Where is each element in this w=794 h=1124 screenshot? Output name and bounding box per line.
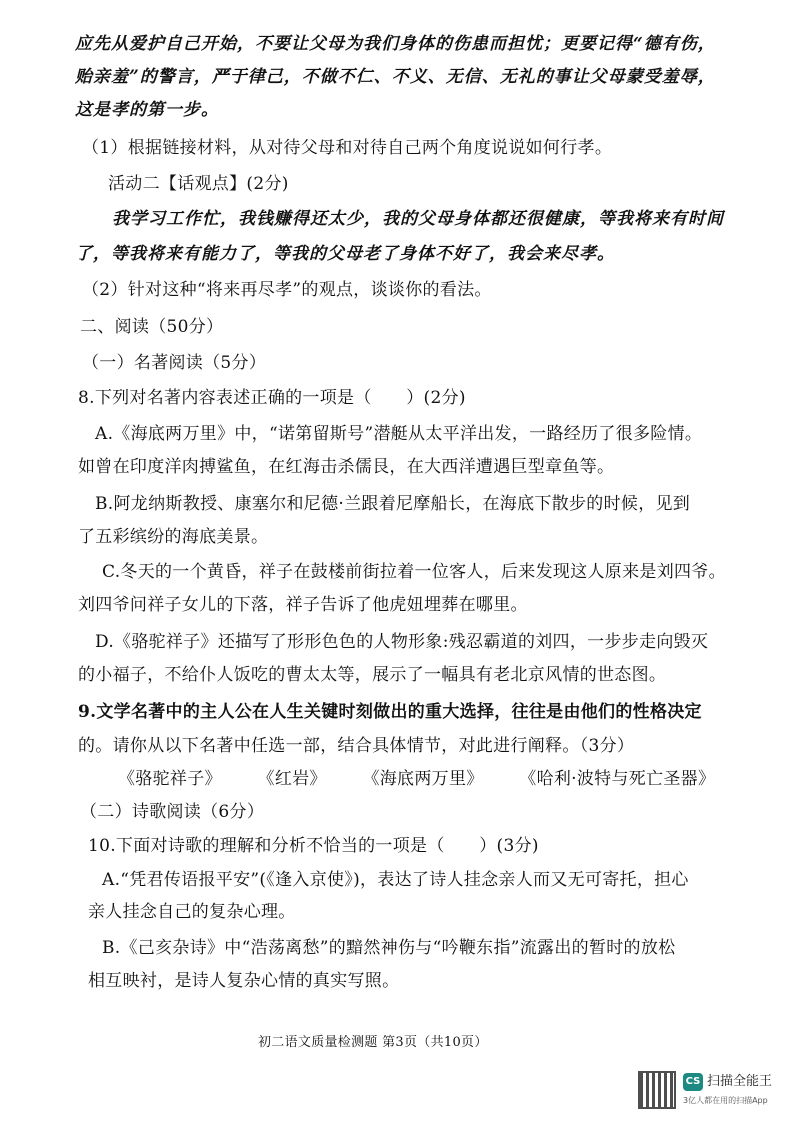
- option-10-b-cont: 相互映衬，是诗人复杂心情的真实写照。: [88, 971, 400, 991]
- option-8-c: C.冬天的一个黄昏，祥子在鼓楼前街拉着一位客人，后来发现这人原来是刘四爷。: [102, 562, 726, 582]
- book-title: 《骆驼祥子》: [118, 769, 222, 789]
- book-title: 《哈利·波特与死亡圣器》: [519, 769, 716, 789]
- option-8-d-cont: 的小福子，不给仆人饭吃的曹太太等，展示了一幅具有老北京风情的世态图。: [78, 665, 667, 685]
- activity-2-title: 活动二【话观点】(2分): [108, 174, 289, 194]
- option-10-a: A.“凭君传语报平安”(《逢入京使》)，表达了诗人挂念亲人而又无可寄托，担心: [102, 870, 689, 890]
- question-9: 9.文学名著中的主人公在人生关键时刻做出的重大选择，往往是由他们的性格决定: [78, 702, 702, 722]
- option-8-b: B.阿龙纳斯教授、康塞尔和尼德·兰跟着尼摩船长，在海底下散步的时候，见到: [95, 494, 691, 514]
- question-8: 8.下列对名著内容表述正确的一项是（ ）(2分): [78, 388, 466, 408]
- scanner-tagline: 3亿人都在用的扫描App: [683, 1096, 768, 1105]
- page-footer: 初二语文质量检测题 第3页（共10页）: [258, 1035, 488, 1050]
- scanner-brand-name: 扫描全能王: [707, 1074, 773, 1089]
- book-list: [118, 767, 745, 791]
- passage-line: 应先从爱护自己开始，不要让父母为我们身体的伤患而担忧；更要记得“德有伤，: [75, 34, 716, 54]
- viewpoint-line: 我学习工作忙，我钱赚得还太少，我的父母身体都还很健康，等我将来有时间: [112, 209, 724, 229]
- question-10: 10.下面对诗歌的理解和分析不恰当的一项是（ ）(3分): [88, 836, 539, 856]
- question-7-1: （1）根据链接材料，从对待父母和对待自己两个角度说说如何行孝。: [82, 138, 613, 158]
- viewpoint-line: 了，等我将来有能力了，等我的父母老了身体不好了，我会来尽孝。: [75, 244, 615, 264]
- subsection-heading-poetry: （二）诗歌阅读（6分）: [80, 802, 265, 822]
- option-8-d: D.《骆驼祥子》还描写了形形色色的人物形象:残忍霸道的刘四，一步步走向毁灭: [95, 632, 709, 652]
- subsection-heading-classics: （一）名著阅读（5分）: [82, 353, 267, 373]
- qr-code-icon: [638, 1071, 676, 1109]
- option-10-a-cont: 亲人挂念自己的复杂心理。: [88, 902, 296, 922]
- option-8-c-cont: 刘四爷问祥子女儿的下落，祥子告诉了他虎妞埋葬在哪里。: [78, 595, 528, 615]
- camscanner-logo-icon: CS: [683, 1073, 703, 1091]
- passage-line: 这是孝的第一步。: [75, 100, 219, 120]
- option-10-b: B.《己亥杂诗》中“浩荡离愁”的黯然神伤与“吟鞭东指”流露出的暂时的放松: [102, 938, 676, 958]
- option-8-a: A.《海底两万里》中，“诺第留斯号”潜艇从太平洋出发，一路经历了很多险情。: [95, 424, 703, 444]
- option-8-b-cont: 了五彩缤纷的海底美景。: [78, 527, 269, 547]
- option-8-a-cont: 如曾在印度洋肉搏鲨鱼，在红海击杀儒艮，在大西洋遭遇巨型章鱼等。: [78, 457, 615, 477]
- passage-line: 贻亲羞”的警言，严于律己，不做不仁、不义、无信、无礼的事让父母蒙受羞辱，: [75, 67, 716, 87]
- book-title: 《红岩》: [257, 769, 327, 789]
- question-9-cont: 的。请你从以下名著中任选一部，结合具体情节，对此进行阐释。（3分）: [78, 736, 635, 756]
- section-heading-reading: 二、阅读（50分）: [80, 317, 224, 337]
- book-title: 《海底两万里》: [362, 769, 484, 789]
- question-7-2: （2）针对这种“将来再尽孝”的观点，谈谈你的看法。: [82, 280, 492, 300]
